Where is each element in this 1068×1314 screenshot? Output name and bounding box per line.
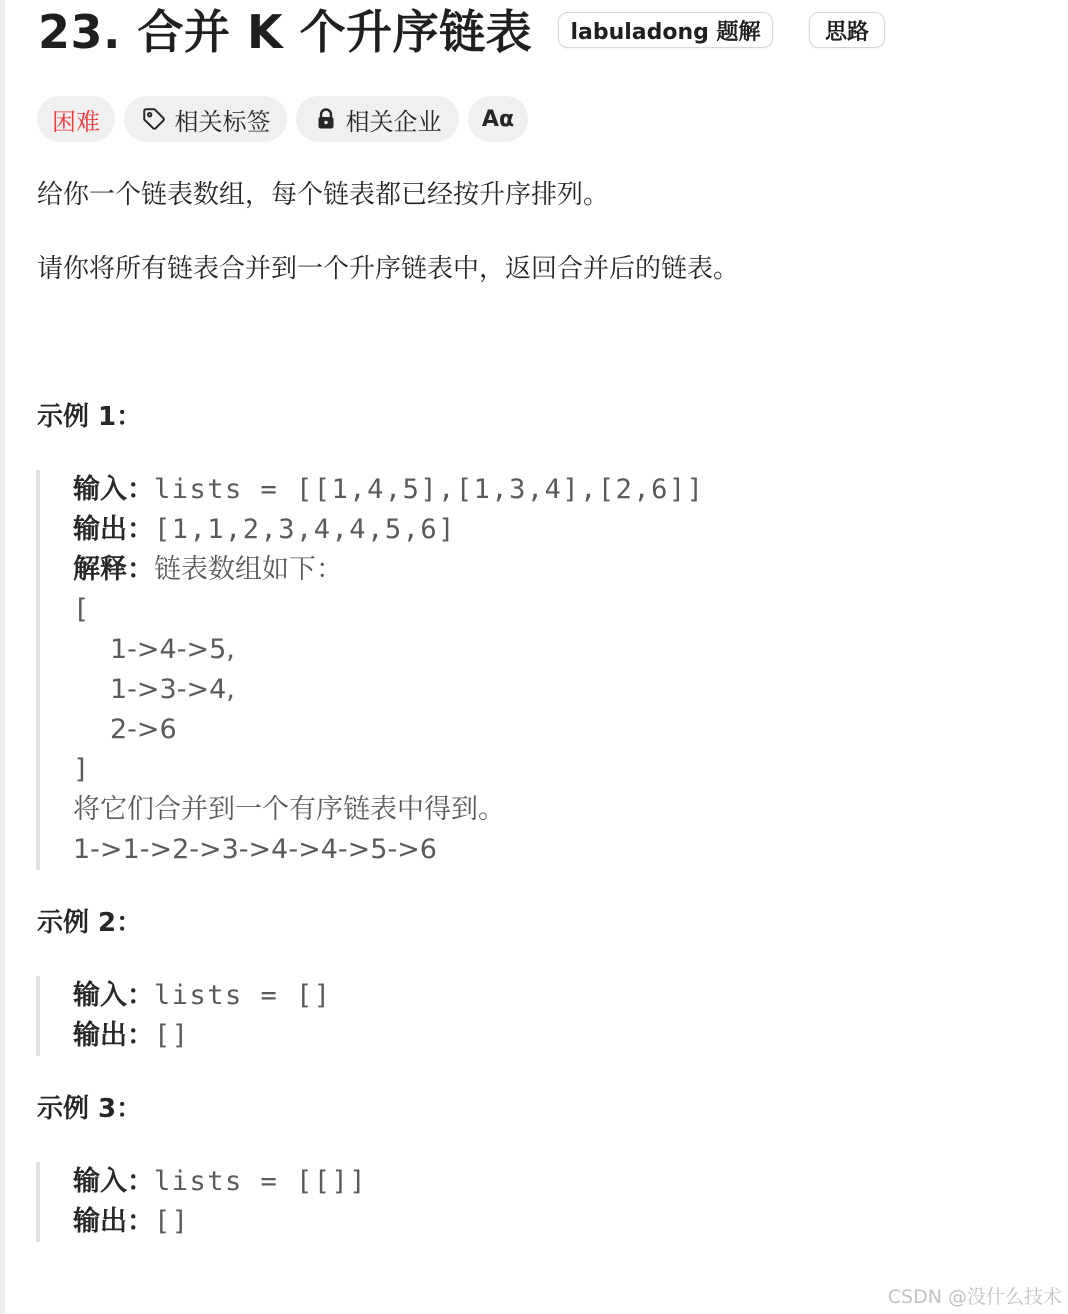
example-1-output-line xyxy=(73,510,456,550)
example-1-block xyxy=(36,470,940,870)
explain-merge-text: 将它们合并到一个有序链表中得到。 xyxy=(73,794,505,825)
description-paragraph-1: 给你一个链表数组，每个链表都已经按升序排列。 xyxy=(37,180,610,210)
example-2-title: 示例 2： xyxy=(37,908,143,938)
csdn-watermark: CSDN @没什么技术 xyxy=(887,1286,1062,1308)
lock-icon xyxy=(314,107,338,131)
related-companies-label: 相关企业 xyxy=(345,107,442,136)
example-3-block xyxy=(36,1162,940,1242)
related-topics-label: 相关标签 xyxy=(174,107,271,136)
example-2-block xyxy=(36,976,940,1056)
output-label: 输出： xyxy=(73,514,154,545)
translate-button[interactable] xyxy=(468,96,528,142)
explain-list-3: 2->6 xyxy=(110,714,177,745)
explain-label: 解释： xyxy=(73,554,154,585)
explain-open-bracket: [ xyxy=(73,594,91,625)
input-label: 输入： xyxy=(73,980,154,1011)
example-1-title: 示例 1： xyxy=(37,402,143,432)
output-value: [1,1,2,3,4,4,5,6] xyxy=(154,514,456,545)
difficulty-badge xyxy=(37,96,115,142)
related-companies-button[interactable] xyxy=(296,96,459,142)
input-value: lists = [[1,4,5],[1,3,4],[2,6]] xyxy=(154,474,705,505)
output-value: [] xyxy=(154,1020,190,1051)
example-2-output-line xyxy=(73,1016,190,1056)
explain-result: 1->1->2->3->4->4->5->6 xyxy=(73,834,437,865)
explain-list-1: 1->4->5, xyxy=(110,634,235,665)
output-value: [] xyxy=(154,1206,190,1237)
example-3-input-line xyxy=(73,1162,367,1202)
problem-title: 23. 合并 K 个升序链表 xyxy=(38,5,533,59)
output-label: 输出： xyxy=(73,1020,154,1051)
example-1-input-line xyxy=(73,470,704,510)
example-1-explain-line xyxy=(73,550,343,590)
tag-icon xyxy=(141,106,167,132)
input-label: 输入： xyxy=(73,474,154,505)
example-2-input-line xyxy=(73,976,332,1016)
translate-icon: Aα xyxy=(481,106,515,132)
description-paragraph-2: 请你将所有链表合并到一个升序链表中，返回合并后的链表。 xyxy=(37,254,740,284)
example-3-title: 示例 3： xyxy=(37,1094,143,1124)
difficulty-label: 困难 xyxy=(52,107,100,136)
labuladong-solution-button[interactable]: labuladong 题解 xyxy=(558,12,773,48)
input-value: lists = [] xyxy=(154,980,332,1011)
left-edge-strip xyxy=(0,0,5,1314)
explain-list-2: 1->3->4, xyxy=(110,674,235,705)
explain-text: 链表数组如下： xyxy=(154,554,343,585)
output-label: 输出： xyxy=(73,1206,154,1237)
approach-button[interactable]: 思路 xyxy=(809,12,885,48)
explain-close-bracket: ] xyxy=(73,754,91,785)
example-3-output-line xyxy=(73,1202,190,1242)
input-label: 输入： xyxy=(73,1166,154,1197)
related-topics-button[interactable] xyxy=(124,96,287,142)
input-value: lists = [[]] xyxy=(154,1166,368,1197)
